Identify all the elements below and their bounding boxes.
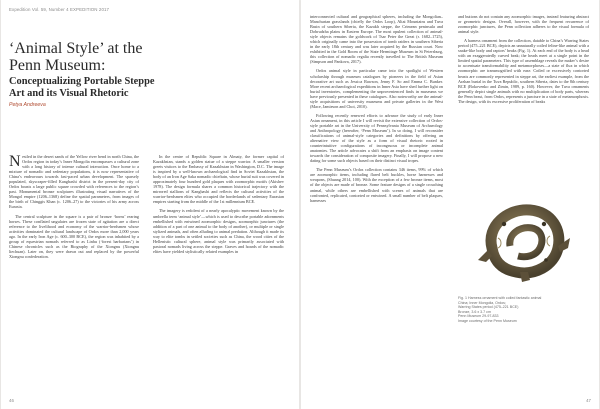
paragraph: [9, 154, 139, 210]
paragraph: In the centre of Republic Square in Almaty, the former capital of Kazakhstan, stands a golden statue of a steppe warrior. A smaller version greets visitors to the Embassy of Kazakhstan in Washington, D.C. The image is inspired by a well-known archaeological find in Soviet Kazakhstan, the body of an Iron Age Saka nomadic chieftain, whose burial suit was covered in approximately four hundred gold plaques with zoomorphic motifs (Akishev 1978). The design formula shares a common historical trajectory with the mirrored stallions of Kangbashi and reflects the cultural activities of the warrior-herdsmen elites who occupied the borderlands of sedentary Eurasian empires starting from the middle of the 1st millennium BCE.: [153, 154, 284, 205]
paragraph: Ordos animal style in particular came into the spotlight of Western scholarship through museum catalogues by pioneers in the field of Asian decorative art such as Jessica Rawson, Jenny F. So and Emma C. Bunker. More recent archaeological expeditions in Inner Asia have shed further light on burial inventories, complementing the unprovenienced finds in museums we have previously presented in these catalogues. Also noteworthy are the animal-style acquisitions of university museums and private galleries in the West (Mace, Jamieson and Choi, 2010).: [310, 68, 443, 109]
article-title: ‘Animal Style’ at the Penn Museum:: [9, 40, 143, 74]
coiled-animal-ornament-icon: [458, 196, 589, 290]
paragraph: A harness ornament from the collection, datable to China’s Warring States period (475–221 BCE), depicts an unnaturally coiled feline-like animal with a snake-like body and raptors’ beaks (Fig. 1). At each end of the body is a head with an exaggeratedly curved beak; the heads meet at a single point in the limited spatial parameters. This type of assemblage reveals the maker’s desire to accentuate transformability and metamorphoses—a state of flux in which zoomorphic are transmogrified with ease. Coiled or excessively contorted beasts are commonly represented in steppe art, the earliest example, from the Arzhan burial in the Tuva Republic, southern Siberia, dates to the 8th century BCE (Bokovenko and Zimin, 1989, p. 160). However, the Tuva ornaments generally depict single animals with no multiplication of body parts, whereas the Penn beast, from Ordos, represents a juncture in a state of metamorphosis. The design, with its excessive proliferation of beaks: [458, 38, 589, 104]
right-page-column-2: [458, 14, 589, 192]
paragraph: and buttons do not contain any zoomorphic images, instead featuring abstract or geometric designs. Overall, however, with the frequent recurrence of zoomorphic junctures, the Penn collection adheres to the visual formula of animal style.: [458, 14, 589, 35]
right-page-column-1: [310, 14, 443, 386]
left-page-column-2: [153, 154, 284, 402]
paragraph: The central sculpture in the square is a pair of bronze ‘horns’ rearing horses. These conflated ungulates are frozen state of agitation are a direct reference to the livelihood and economy of the warrior-herdsmen whose activities dominated the cultural landscape of Ordos more than 2,000 years ago. In the early Iron Age (c. 600–300 BCE), the region was inhabited by a group of equestrian nomads referred to as Linhu (‘forest barbarians’) in Chinese chronicles such as the Biography of the Xiongnu (Xiongnu liechuan). Later on, they were drawn out and replaced by the powerful Xiongnu confederation.: [9, 213, 139, 259]
paragraph: interconnected cultural and geographical spheres, including the Mongolian–Manchurian grasslands (chiefly the Ordos Loop), Altai Mountains and Tuva Basin of southern Siberia, the Kazakh steppe, the Crimean peninsula and Dobrudzha plains in Eastern Europe. The most opulent collection of animal-style objects remains the goldwork of Tsar Peter the Great (r. 1682–1725), which originally came into the possession of tomb raiders in southern Siberia in the early 18th century and was later acquired by the Russian court. Now exhibited in the Gold Room of the State Hermitage Museum in St Petersburg, this collection of nomadic regalia recently travelled to The British Museum (Simpson and Pankova, 2017).: [310, 14, 443, 65]
running-head: Expedition Vol. 59, Number 4 EXPEDITION 2017: [9, 7, 110, 12]
right-page: [301, 0, 599, 409]
paragraph: Following recently renewed efforts to advance the study of early Inner Asian ornament, in this article I will revisit the extensive collection of Ordos-style portable art in the University of Pennsylvania Museum of Archaeology and Anthropology (hereafter, ‘Penn Museum’). In so doing, I will reconsider classifications of animal-style categories and definitions by offering an alternative view of the style as a form of visual rhetoric rooted in counterintuitive configurations of incongruous or incomplete animal anatomies. The article advocates a shift from an emphasis on image content towards the consideration of composite imagery. Finally, I will propose a new dating for some such objects based on their distinct visual tropes.: [310, 112, 443, 164]
author-byline: Petya Andreeva: [9, 102, 46, 109]
left-page-column-1: [9, 154, 139, 402]
left-page: [1, 0, 299, 409]
bronze-ornament-image: [458, 196, 589, 290]
page-number: 47: [586, 398, 591, 403]
article-subtitle: Conceptualizing Portable Steppe Art and its Visual Rhetoric: [9, 76, 155, 99]
page-number: 46: [9, 398, 14, 403]
paragraph-text: estled in the desert sands of the Yellow river bend in north China, the Ordos region in today’s Inner Mongolia encompasses a cultural zone with a long history of intense cultural interaction. Once home to a mixture of nomadic and sedentary populations, it is now representative of China’s endeavours towards fast-paced urban development. The sparsely populated, skyscraper-filled Kangbashi district in the present-day city of Ordos boasts a large public square crowded with references to the region’s past. Monumental bronze sculptures illustrating visual narratives of the Mongol empire (1206–1368) define the spatial parameters, from images of the birth of Chinggis Khan (c. 1206–27) to the victories of his army across Eurasia.: [9, 154, 139, 210]
drop-cap: N: [9, 154, 21, 170]
figure-caption: Fig. 1 Harness ornament with coiled fantastic animal China; Inner Mongolia, Ordos; Warring States period (475–221 BCE) Bronze, 3.6 x 3.7 cm Penn Museum 29-97-833 Image courtesy of the Penn Museum: [458, 296, 542, 323]
paragraph: The imagery is redolent of a nearly apocalyptic movement known by the umbrella term ‘animal style’—which is used to describe portable adornments embellished with entwined zoomorphic designs, zoomorphic junctures (the addition of a part of one animal to the body of another), or multiple or single stylized animals, and often alluding to animal predation. Although it made its way to elite tombs in settled societies such as China, the wood cities of the Hellenistic cultural sphere, animal style was primarily associated with pastoral nomads living across the steppe. Graves and hoards of the nomadic elites have yielded stylistically related examples in: [153, 208, 284, 254]
paragraph: The Penn Museum’s Ordos collection contains 346 items, 99% of which are zoomorphic items, including flared belt buckles, horse harnesses and weapons, (Shuang 2014, 100). With the exception of a few bronze items, most of the objects are made of bronze. Some feature designs of a single crouching animal, while others are embellished with scenes of animals that are confronted, replicated, contorted or entwined. A small number of belt plaques, harnesses: [310, 167, 443, 203]
title-block: [9, 40, 159, 108]
